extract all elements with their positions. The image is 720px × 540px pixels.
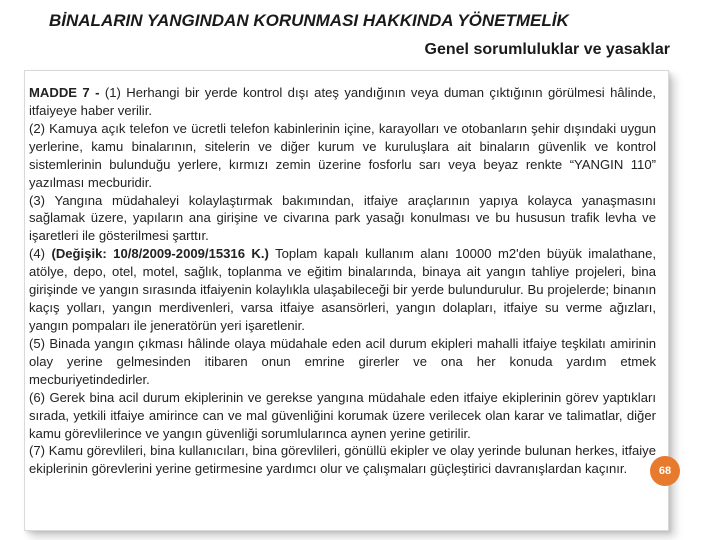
slide-title: BİNALARIN YANGINDAN KORUNMASI HAKKINDA YÖNETMELİK <box>49 11 569 30</box>
article-paragraph-4 <box>29 245 656 335</box>
amendment-note: (Değişik: 10/8/2009-2009/15316 K.) <box>51 246 269 262</box>
article-paragraph-5: (5) Binada yangın çıkması hâlinde olaya müdahale eden acil durum ekipleri mahalli itfaiye teşkilatı amirinin olay yerine gelmesinden itibaren onun emrine girerler ve ona her konuda yardım etmek mecburiyetindedirler. <box>29 335 656 387</box>
article-panel <box>24 70 669 531</box>
article-paragraph-1 <box>29 84 656 120</box>
slide-subtitle: Genel sorumluluklar ve yasaklar <box>424 41 670 58</box>
article-paragraph-3: (3) Yangına müdahaleyi kolaylaştırmak bakımından, itfaiye araçlarının yapıya kolayca yanaşmasını sağlamak üzere, yapıların ana girişine ve civarına park yasağı konulması ve bu hususun trafik levha ve işaretleri ile gösterilmesi şarttır. <box>29 192 656 244</box>
article-paragraph-2: (2) Kamuya açık telefon ve ücretli telefon kabinlerinin içine, karayolları ve otobanların şehir dışındaki uygun yerlerine, kamu binalarının, sitelerin ve diğer kurum ve kuruluşlara ait binaların güvenlik ve kontrol sistemlerinin bulunduğu yerlere, kırmızı zemin üzerine fosforlu sarı veya beyaz renkte “YANGIN 110” yazılması mecburidir. <box>29 120 656 190</box>
article-heading: MADDE 7 - <box>29 85 100 100</box>
paragraph-1-text: (1) Herhangi bir yerde kontrol dışı ateş yandığının veya duman çıktığının görülmesi hâlinde, itfaiyeye haber verilir. <box>29 85 656 118</box>
page-number-badge: 68 <box>650 456 680 486</box>
paragraph-4-text: Toplam kapalı kullanım alanı 10000 m2'den büyük imalathane, atölye, depo, otel, motel, sağlık, toplanma ve eğitim binalarında, binaya ait yangın tahliye projeleri, bina girişinde ve yangın sırasında itfaiyenin kolaylıkla ulaşabileceği bir yerde bulundurulur. Bu projelerde; binanın kaçış yolları, yangın merdivenleri, varsa itfaiye asansörleri, yangın dolapları, itfaiye su verme ağızları, yangın pompaları ile jeneratörün yeri işaretlenir. <box>29 246 657 333</box>
article-body <box>29 84 656 478</box>
article-paragraph-6: (6) Gerek bina acil durum ekiplerinin ve gerekse yangına müdahale eden itfaiye ekiplerinin görev yaptıkları sırada, yetkili itfaiye amirince can ve mal güvenliğini korumak üzere verilecek olan karar ve talimatlar, diğer kamu görevlilerince ve yangın güvenliği sorumlularınca aynen yerine getirilir. <box>29 389 656 441</box>
paragraph-4-prefix: (4) <box>29 246 52 262</box>
article-paragraph-7: (7) Kamu görevlileri, bina kullanıcıları, bina görevlileri, gönüllü ekipler ve olay yerinde bulunan herkes, itfaiye ekiplerinin görevlerini yerine getirmesine yardımcı olur ve çalışmaları güçleştirici davranışlardan kaçınır. <box>29 443 656 477</box>
